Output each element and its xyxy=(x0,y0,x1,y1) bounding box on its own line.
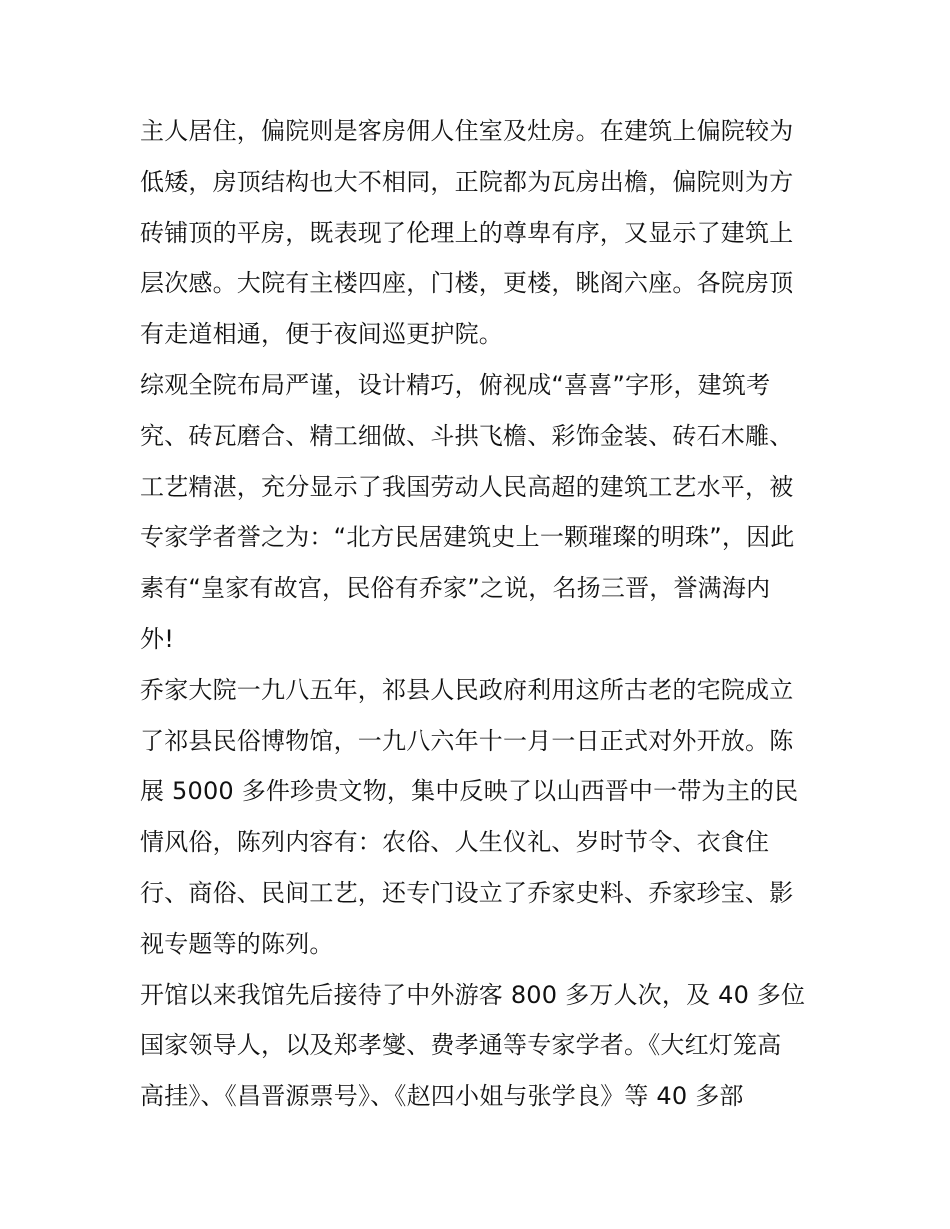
text-line: 砖铺顶的平房，既表现了伦理上的尊卑有序，又显示了建筑上 xyxy=(140,218,794,247)
text-line: 情风俗，陈列内容有：农俗、人生仪礼、岁时节令、衣食住 xyxy=(140,828,770,857)
paragraph-1 xyxy=(140,106,820,360)
text-line: 外! xyxy=(140,624,175,653)
paragraph-2 xyxy=(140,360,820,665)
text-line: 工艺精湛，充分显示了我国劳动人民高超的建筑工艺水平，被 xyxy=(140,472,794,501)
text-line: 展 5000 多件珍贵文物，集中反映了以山西晋中一带为主的民 xyxy=(140,777,799,806)
text-line: 国家领导人，以及郑孝燮、费孝通等专家学者。《大红灯笼高 xyxy=(140,1031,782,1060)
text-line: 开馆以来我馆先后接待了中外游客 800 多万人次，及 40 多位 xyxy=(140,980,806,1009)
text-line: 综观全院布局严谨，设计精巧，俯视成“喜喜”字形，建筑考 xyxy=(140,370,771,399)
text-line: 了祁县民俗博物馆，一九八六年十一月一日正式对外开放。陈 xyxy=(140,726,794,755)
paragraph-3 xyxy=(140,665,820,970)
text-line: 高挂》、《昌晋源票号》、《赵四小姐与张学良》等 40 多部 xyxy=(140,1082,744,1111)
text-line: 有走道相通，便于夜间巡更护院。 xyxy=(140,320,503,349)
text-line: 究、砖瓦磨合、精工细做、斗拱飞檐、彩饰金装、砖石木雕、 xyxy=(140,421,794,450)
text-line: 视专题等的陈列。 xyxy=(140,929,334,958)
text-line: 主人居住，偏院则是客房佣人住室及灶房。在建筑上偏院较为 xyxy=(140,117,794,145)
text-line: 专家学者誉之为：“北方民居建筑史上一颗璀璨的明珠”，因此 xyxy=(140,523,795,552)
text-line: 素有“皇家有故宫，民俗有乔家”之说，名扬三晋，誉满海内 xyxy=(140,574,771,603)
text-line: 低矮，房顶结构也大不相同，正院都为瓦房出檐，偏院则为方 xyxy=(140,167,794,196)
text-line: 层次感。大院有主楼四座，门楼，更楼，眺阁六座。各院房顶 xyxy=(140,269,794,298)
text-line: 行、商俗、民间工艺，还专门设立了乔家史料、乔家珍宝、影 xyxy=(140,878,794,907)
document-body xyxy=(140,106,820,1122)
text-line: 乔家大院一九八五年，祁县人民政府利用这所古老的宅院成立 xyxy=(140,675,794,704)
paragraph-4 xyxy=(140,970,820,1122)
